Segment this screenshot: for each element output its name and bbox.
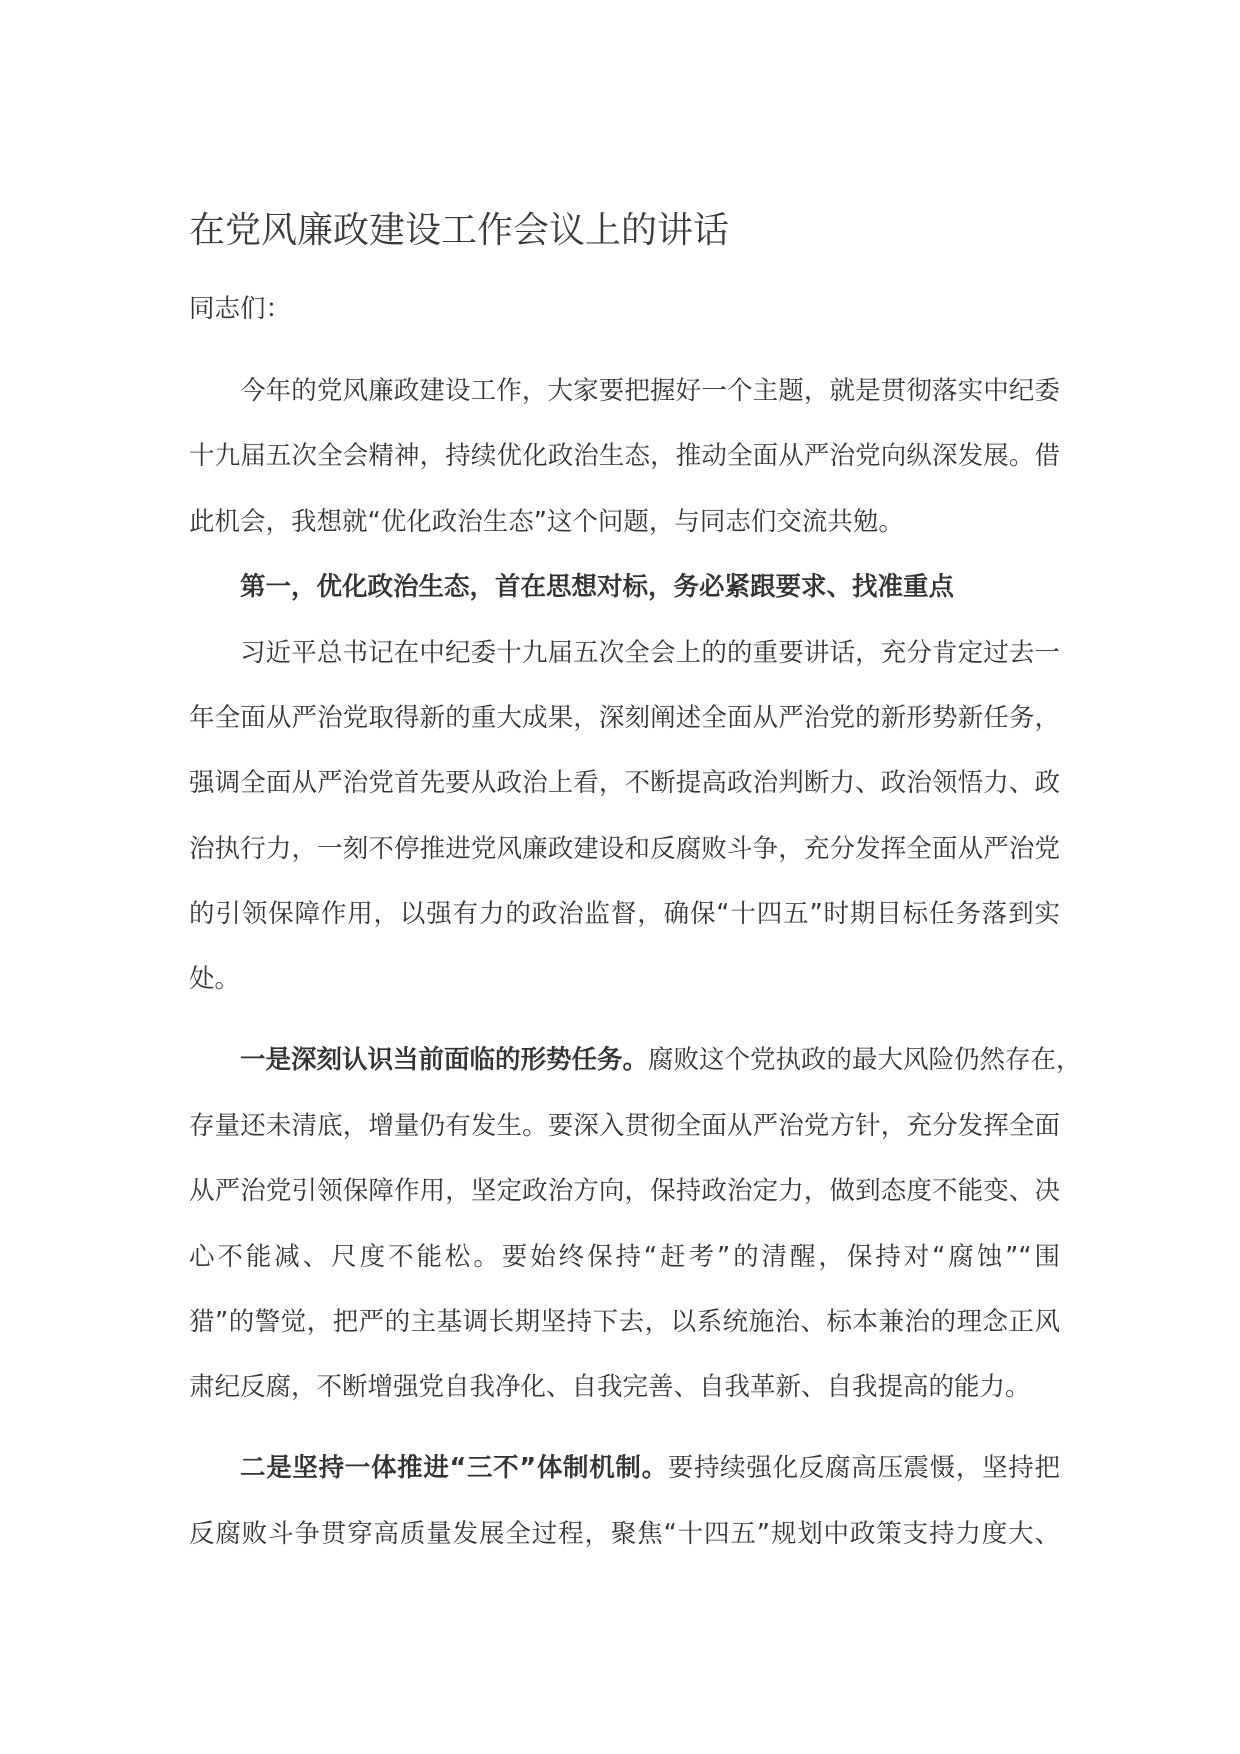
paragraph-line: 反腐败斗争贯穿高质量发展全过程，聚焦“十四五”规划中政策支持力度大、 xyxy=(189,1519,1060,1549)
paragraph-line: 心不能减、尺度不能松。要始终保持“赶考”的清醒，保持对“腐蚀”“围 xyxy=(189,1242,1060,1272)
paragraph-line: 年全面从严治党取得新的重大成果，深刻阐述全面从严治党的新形势新任务， xyxy=(189,703,1060,733)
paragraph-line: 习近平总书记在中纪委十九届五次全会上的的重要讲话，充分肯定过去一 xyxy=(240,638,1060,668)
paragraph-line: 此机会，我想就“优化政治生态”这个问题，与同志们交流共勉。 xyxy=(189,507,904,537)
point-lead: 一是深刻认识当前面临的形势任务。 xyxy=(240,1045,649,1075)
point-text: 要持续强化反腐高压震慑，坚持把 xyxy=(667,1453,1060,1483)
paragraph-line: 强调全面从严治党首先要从政治上看，不断提高政治判断力、政治领悟力、政 xyxy=(189,768,1060,798)
document-title: 在党风廉政建设工作会议上的讲话 xyxy=(189,210,730,251)
section-heading: 第一，优化政治生态，首在思想对标，务必紧跟要求、找准重点 xyxy=(240,572,955,602)
paragraph-line xyxy=(189,1452,1060,1484)
paragraph-line: 肃纪反腐，不断增强党自我净化、自我完善、自我革新、自我提高的能力。 xyxy=(189,1372,1031,1402)
paragraph-line: 十九届五次全会精神，持续优化政治生态，推动全面从严治党向纵深发展。借 xyxy=(189,441,1060,471)
paragraph-line: 存量还未清底，增量仍有发生。要深入贯彻全面从严治党方针，充分发挥全面 xyxy=(189,1111,1060,1141)
paragraph-line: 猎”的警觉，把严的主基调长期坚持下去，以系统施治、标本兼治的理念正风 xyxy=(189,1307,1060,1337)
paragraph-line: 从严治党引领保障作用，坚定政治方向，保持政治定力，做到态度不能变、决 xyxy=(189,1176,1060,1206)
paragraph-line: 处。 xyxy=(189,964,241,994)
salutation: 同志们： xyxy=(189,294,292,324)
paragraph-line: 治执行力，一刻不停推进党风廉政建设和反腐败斗争，充分发挥全面从严治党 xyxy=(189,834,1060,864)
paragraph-line: 今年的党风廉政建设工作，大家要把握好一个主题，就是贯彻落实中纪委 xyxy=(240,376,1060,406)
paragraph-line xyxy=(189,1044,1082,1076)
point-lead: 二是坚持一体推进“三不”体制机制。 xyxy=(240,1453,668,1483)
paragraph-line: 的引领保障作用，以强有力的政治监督，确保“十四五”时期目标任务落到实 xyxy=(189,899,1060,929)
point-text: 腐败这个党执政的最大风险仍然存在， xyxy=(648,1045,1082,1075)
